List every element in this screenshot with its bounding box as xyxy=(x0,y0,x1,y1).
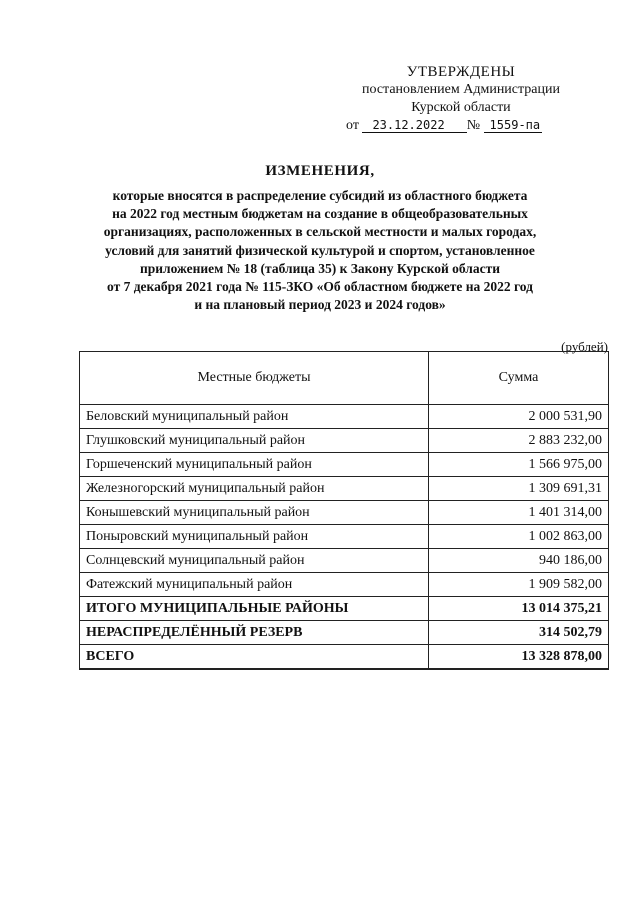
subtitle-line: которые вносятся в распределение субсидий из областного бюджета xyxy=(112,188,528,203)
row-name: Поныровский муниципальный район xyxy=(80,525,429,549)
table-row xyxy=(80,429,609,453)
number-label: № xyxy=(466,118,481,133)
subtitle-line: условий для занятий физической культурой и спортом, установленное xyxy=(105,242,535,258)
row-sum: 1 309 691,31 xyxy=(429,477,609,501)
reserve-label: НЕРАСПРЕДЕЛЁННЫЙ РЕЗЕРВ xyxy=(80,621,429,645)
approval-date-line xyxy=(346,117,576,135)
row-sum: 1 566 975,00 xyxy=(429,453,609,477)
reserve-sum: 314 502,79 xyxy=(429,621,609,645)
approval-line-1: постановлением Администрации xyxy=(362,82,560,97)
row-sum: 1 909 582,00 xyxy=(429,573,609,597)
row-name: Беловский муниципальный район xyxy=(80,405,429,429)
row-name: Железногорский муниципальный район xyxy=(80,477,429,501)
from-label: от xyxy=(346,118,359,133)
subtotal-row xyxy=(80,597,609,621)
units-label: (рублей) xyxy=(561,339,608,354)
approval-date: 23.12.2022 xyxy=(362,118,466,133)
column-header-sum: Сумма xyxy=(429,352,609,405)
row-name: Конышевский муниципальный район xyxy=(80,501,429,525)
subtitle-line: от 7 декабря 2021 года № 115-ЗКО «Об областном бюджете на 2022 год xyxy=(107,279,533,295)
reserve-row xyxy=(80,621,609,645)
row-sum: 940 186,00 xyxy=(429,549,609,573)
approval-stamp xyxy=(346,63,576,135)
subtotal-label: ИТОГО МУНИЦИПАЛЬНЫЕ РАЙОНЫ xyxy=(80,597,429,621)
budget-table xyxy=(79,351,609,670)
row-sum: 1 002 863,00 xyxy=(429,525,609,549)
table-row xyxy=(80,453,609,477)
table-row xyxy=(80,549,609,573)
document-subtitle xyxy=(60,187,580,314)
subtitle-line: приложением № 18 (таблица 35) к Закону Курской области xyxy=(139,260,501,276)
row-sum: 2 000 531,90 xyxy=(429,405,609,429)
grand-total-sum: 13 328 878,00 xyxy=(429,645,609,670)
row-name: Горшеченский муниципальный район xyxy=(80,453,429,477)
document-title: ИЗМЕНЕНИЯ, xyxy=(265,163,375,179)
table-row xyxy=(80,501,609,525)
row-name: Фатежский муниципальный район xyxy=(80,573,429,597)
table-row xyxy=(80,573,609,597)
grand-total-label: ВСЕГО xyxy=(80,645,429,670)
table-row xyxy=(80,405,609,429)
subtitle-line: на 2022 год местным бюджетам на создание в общеобразовательных xyxy=(112,206,528,222)
table-header-row xyxy=(80,352,609,405)
row-name: Солнцевский муниципальный район xyxy=(80,549,429,573)
row-sum: 1 401 314,00 xyxy=(429,501,609,525)
grand-total-row xyxy=(80,645,609,670)
approval-heading: УТВЕРЖДЕНЫ xyxy=(406,64,516,80)
approval-number: 1559-па xyxy=(484,118,543,133)
approval-line-2: Курской области xyxy=(411,100,511,115)
row-sum: 2 883 232,00 xyxy=(429,429,609,453)
row-name: Глушковский муниципальный район xyxy=(80,429,429,453)
table-row xyxy=(80,525,609,549)
subtitle-line: организациях, расположенных в сельской местности и малых городах, xyxy=(103,224,537,240)
table-row xyxy=(80,477,609,501)
subtitle-line: и на плановый период 2023 и 2024 годов» xyxy=(194,297,446,313)
column-header-budgets: Местные бюджеты xyxy=(80,352,429,405)
subtotal-sum: 13 014 375,21 xyxy=(429,597,609,621)
